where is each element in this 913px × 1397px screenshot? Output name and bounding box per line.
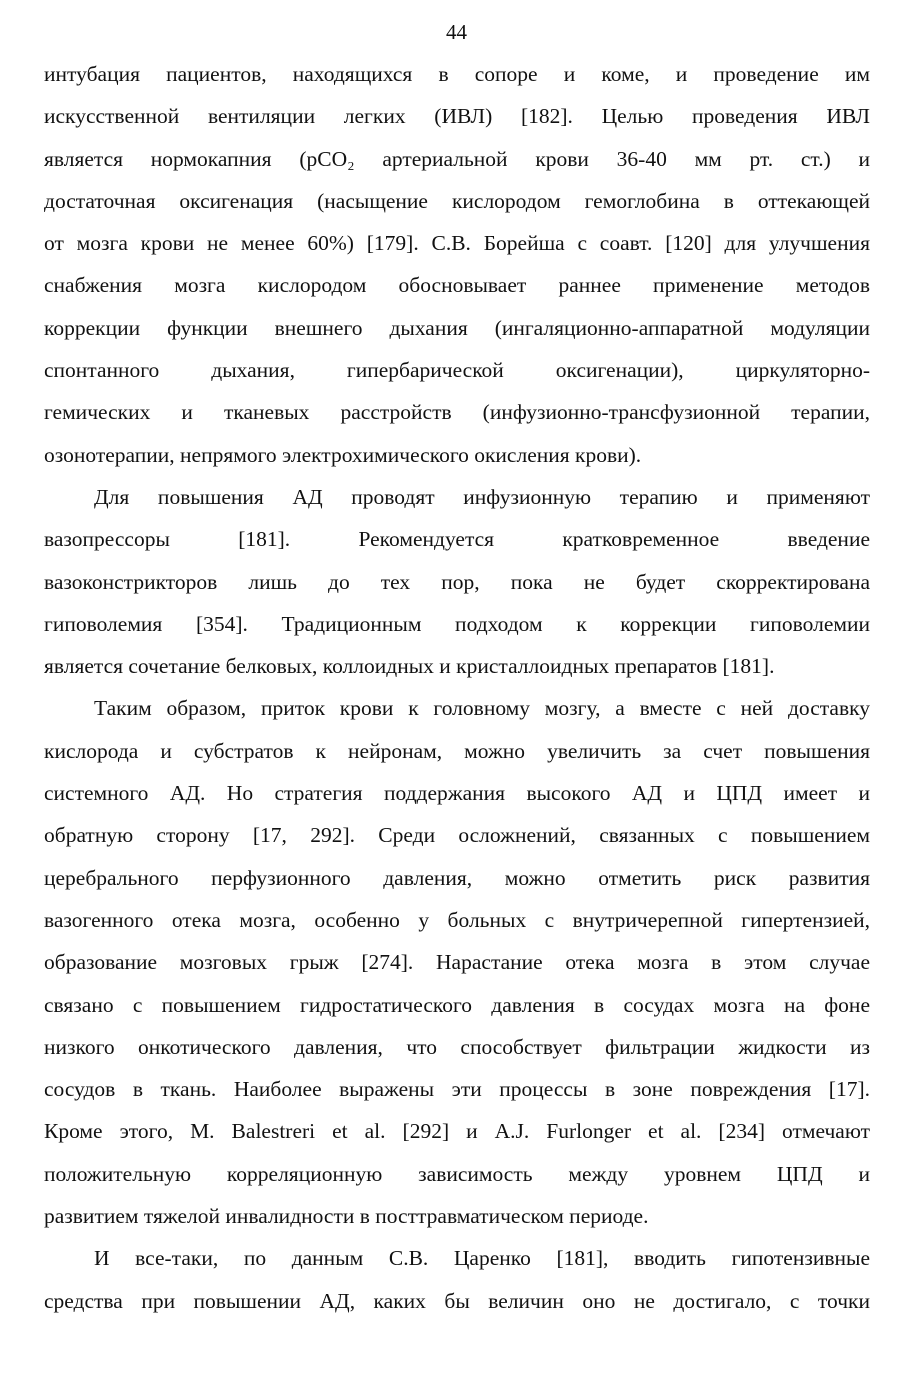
text-line: спонтанного дыхания, гипербарической оксигенации), циркуляторно- xyxy=(44,358,870,383)
text-line: Таким образом, приток крови к головному мозгу, а вместе с ней доставку xyxy=(94,696,870,721)
text-line: кислорода и субстратов к нейронам, можно увеличить за счет повышения xyxy=(44,738,870,763)
body-text xyxy=(44,53,870,1322)
text-line: снабжения мозга кислородом обосновывает раннее применение методов xyxy=(44,273,870,298)
text-line: связано с повышением гидростатического давления в сосудах мозга на фоне xyxy=(44,992,870,1017)
text-line: И все-таки, по данным С.В. Царенко [181], вводить гипотензивные xyxy=(94,1246,870,1271)
text-line: образование мозговых грыж [274]. Нарастание отека мозга в этом случае xyxy=(44,950,870,975)
paragraph-1 xyxy=(44,53,870,476)
paragraph-2 xyxy=(44,476,870,687)
text-line: средства при повышении АД, каких бы величин оно не достигало, с точки xyxy=(44,1288,870,1313)
text-line: искусственной вентиляции легких (ИВЛ) [182]. Целью проведения ИВЛ xyxy=(44,104,870,129)
text-line: является нормокапния (pCO₂ артериальной крови 36-40 мм рт. ст.) и xyxy=(44,146,870,171)
text-line: озонотерапии, непрямого электрохимического окисления крови). xyxy=(44,442,642,467)
text-line: является сочетание белковых, коллоидных и кристаллоидных препаратов [181]. xyxy=(44,654,775,679)
text-line: от мозга крови не менее 60%) [179]. С.В. Борейша с соавт. [120] для улучшения xyxy=(44,231,870,256)
page-number: 44 xyxy=(446,20,467,44)
text-line: достаточная оксигенация (насыщение кислородом гемоглобина в оттекающей xyxy=(44,188,870,213)
text-line: сосудов в ткань. Наиболее выражены эти процессы в зоне повреждения [17]. xyxy=(44,1077,870,1102)
paragraph-4 xyxy=(44,1237,870,1322)
paragraph-3 xyxy=(44,687,870,1237)
text-line: гиповолемия [354]. Традиционным подходом к коррекции гиповолемии xyxy=(44,611,870,636)
text-line: развитием тяжелой инвалидности в посттравматическом периоде. xyxy=(44,1204,649,1229)
text-line: гемических и тканевых расстройств (инфузионно-трансфузионной терапии, xyxy=(44,400,870,425)
text-line: обратную сторону [17, 292]. Среди осложнений, связанных с повышением xyxy=(44,823,870,848)
text-line: вазоконстрикторов лишь до тех пор, пока не будет скорректирована xyxy=(44,569,870,594)
text-line: церебрального перфузионного давления, можно отметить риск развития xyxy=(44,865,870,890)
text-line: Для повышения АД проводят инфузионную терапию и применяют xyxy=(94,484,870,509)
text-line: низкого онкотического давления, что способствует фильтрации жидкости из xyxy=(44,1034,870,1059)
text-line: Кроме этого, M. Balestreri et al. [292] и A.J. Furlonger et al. [234] отмечают xyxy=(44,1119,870,1144)
text-line: системного АД. Но стратегия поддержания высокого АД и ЦПД имеет и xyxy=(44,781,870,806)
text-line: интубация пациентов, находящихся в сопоре и коме, и проведение им xyxy=(44,62,870,86)
text-line: вазопрессоры [181]. Рекомендуется кратковременное введение xyxy=(44,527,870,552)
text-line: положительную корреляционную зависимость между уровнем ЦПД и xyxy=(44,1161,870,1186)
text-line: коррекции функции внешнего дыхания (ингаляционно-аппаратной модуляции xyxy=(44,315,870,340)
text-line: вазогенного отека мозга, особенно у больных с внутричерепной гипертензией, xyxy=(44,907,870,932)
